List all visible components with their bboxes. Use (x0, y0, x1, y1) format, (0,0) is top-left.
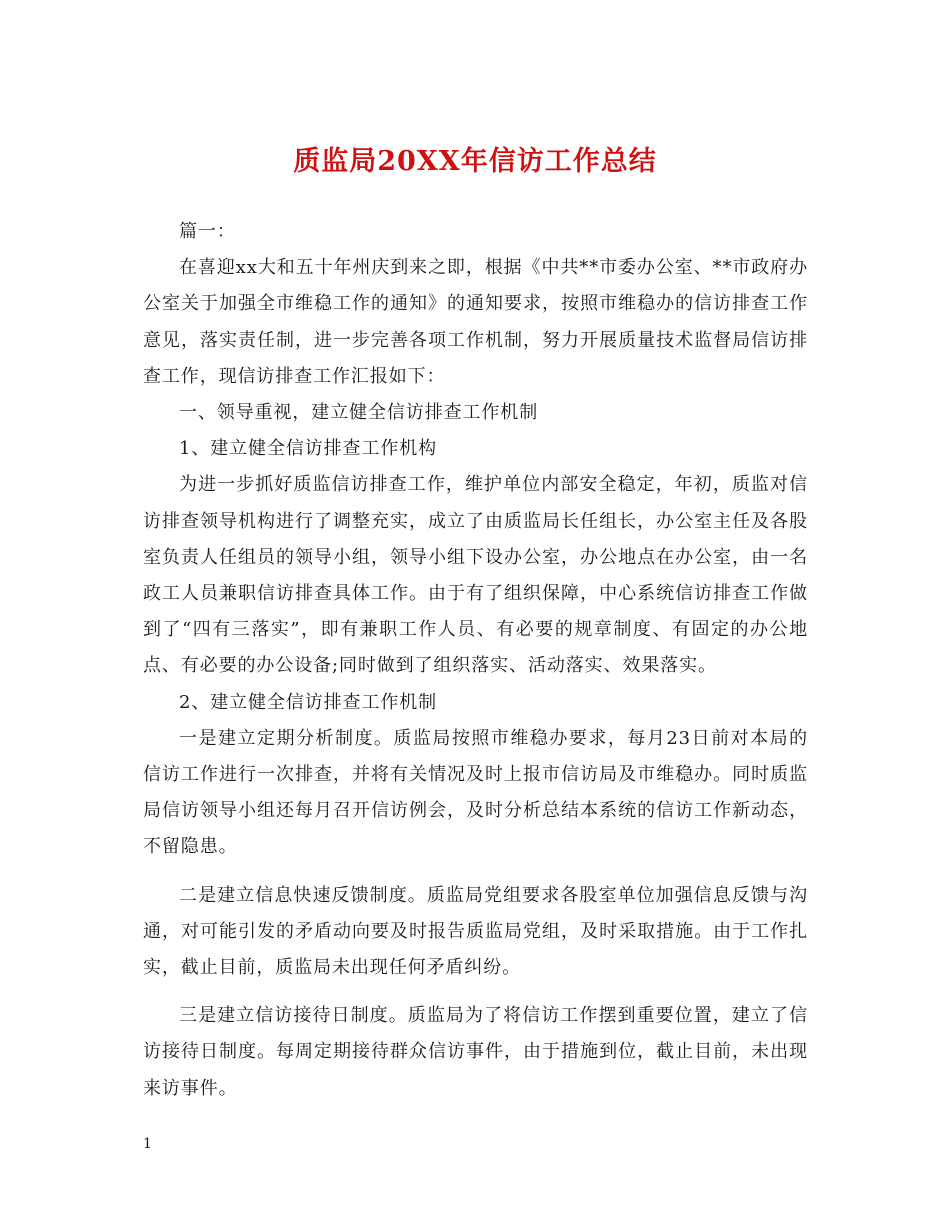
document-title: 质监局20XX年信访工作总结 (293, 146, 657, 177)
paragraph-organization: 为进一步抓好质监信访排查工作，维护单位内部安全稳定，年初，质监对信访排查领导机构进行了调整充实，成立了由质监局长任组长，办公室主任及各股室负责人任组员的领导小组，领导小组下设办公室，办公地点在办公室，由一名政工人员兼职信访排查具体工作。由于有了组织保障，中心系统信访排查工作做到了“四有三落实”，即有兼职工作人员、有必要的规章制度、有固定的办公地点、有必要的办公设备;同时做到了组织落实、活动落实、效果落实。 (143, 474, 808, 677)
paragraph-intro: 在喜迎xx大和五十年州庆到来之即，根据《中共**市委办公室、**市政府办公室关于加强全市维稳工作的通知》的通知要求，按照市维稳办的信访排查工作意见，落实责任制，进一步完善各项工作机制，努力开展质量技术监督局信访排查工作，现信访排查工作汇报如下： (143, 257, 808, 387)
paragraph-feedback-system: 二是建立信息快速反馈制度。质监局党组要求各股室单位加强信息反馈与沟通，对可能引发的矛盾动向要及时报告质监局党组，及时采取措施。由于工作扎实，截止目前，质监局未出现任何矛盾纠纷。 (143, 884, 808, 979)
document-body (143, 214, 808, 1107)
paragraph-heading-part-one: 篇一： (179, 221, 236, 242)
section-heading-1: 一、领导重视，建立健全信访排查工作机制 (179, 402, 539, 424)
paragraph-reception-system: 三是建立信访接待日制度。质监局为了将信访工作摆到重要位置，建立了信访接待日制度。每周定期接待群众信访事件，由于措施到位，截止目前，未出现来访事件。 (143, 1005, 808, 1099)
paragraph-analysis-system: 一是建立定期分析制度。质监局按照市维稳办要求，每月23日前对本局的信访工作进行一次排查，并将有关情况及时上报市信访局及市维稳办。同时质监局信访领导小组还每月召开信访例会，及时分析总结本系统的信访工作新动态，不留隐患。 (143, 727, 808, 858)
subsection-heading-1: 1、建立健全信访排查工作机构 (179, 438, 438, 460)
page-number: 1 (143, 1136, 152, 1152)
subsection-heading-2: 2、建立健全信访排查工作机制 (179, 691, 438, 713)
